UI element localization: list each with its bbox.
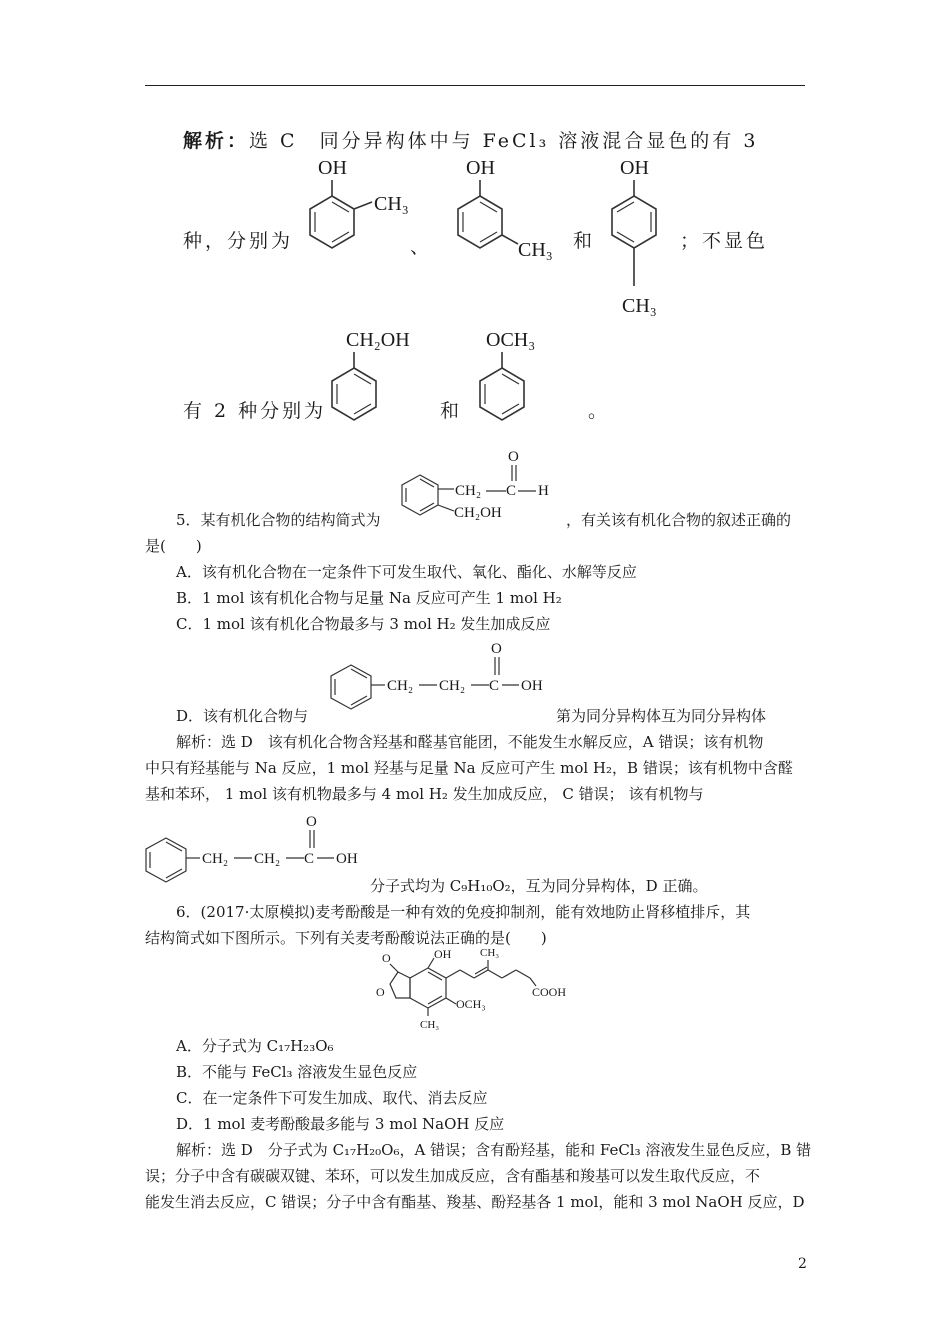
oh-label: OH <box>466 157 495 179</box>
q5-option-b: B．1 mol 该有机化合物与足量 Na 反应可产生 1 mol H₂ <box>176 589 562 607</box>
q5-analysis-line4: 分子式均为 C₉H₁₀O₂，互为同分异构体，D 正确。 <box>370 877 708 895</box>
ch2-label: CH₂ <box>254 851 281 867</box>
o-label: O <box>491 641 502 657</box>
q5-analysis-line3: 基和苯环， 1 mol 该有机物最多与 4 mol H₂ 发生加成反应， C 错误； 该有机物与 <box>145 785 704 803</box>
q4-line3-end: 。 <box>588 400 611 422</box>
oh-label: OH <box>434 947 452 961</box>
ch3-label: CH₃ <box>622 295 657 317</box>
q4-sep1: 、 <box>410 236 433 258</box>
analysis-prefix: 解析： <box>183 130 250 152</box>
analysis-text: 选 C 同分异构体中与 FeCl₃ 溶液混合显色的有 3 <box>249 130 759 152</box>
c-label: C <box>506 483 517 499</box>
q4-and1: 和 <box>573 230 596 252</box>
ch3-label: CH₃ <box>374 193 409 215</box>
q6-stem-line2: 结构简式如下图所示。下列有关麦考酚酸说法正确的是( ) <box>145 929 547 947</box>
c-label: C <box>304 851 315 867</box>
q4-line2-end: ；不显色 <box>680 230 769 252</box>
q6-option-d: D．1 mol 麦考酚酸最多能与 3 mol NaOH 反应 <box>176 1115 505 1133</box>
q5-analysis-line2: 中只有羟基能与 Na 反应，1 mol 羟基与足量 Na 反应可产生 mol H₂，B 错误；该有机物中含醛 <box>145 759 793 777</box>
ch2-label: CH₂ <box>455 483 482 499</box>
m-cresol-structure <box>422 150 562 270</box>
q5-analysis-line1: 解析：选 D 该有机化合物含羟基和醛基官能团，不能发生水解反应，A 错误；该有机物 <box>176 733 764 751</box>
ch2oh-label: CH₂OH <box>454 505 502 521</box>
ch2-label: CH₂ <box>439 678 466 694</box>
q5-analysis-structure <box>140 808 370 893</box>
q5-option-d-end: 第为同分异构体互为同分异构体 <box>556 707 767 725</box>
oh-label: OH <box>336 851 358 867</box>
q6-analysis-line1: 解析：选 D 分子式为 C₁₇H₂₀O₆，A 错误；含有酚羟基，能和 FeCl₃ 溶液发生显色反应，B 错 <box>176 1141 812 1159</box>
q5-stem-line2: 是( ) <box>145 537 202 555</box>
q6-analysis-line3: 能发生消去反应，C 错误；分子中含有酯基、羧基、酚羟基各 1 mol，能和 3 mol NaOH 反应，D <box>145 1193 805 1211</box>
mycophenolic-acid-structure <box>376 940 586 1030</box>
benzyl-alcohol-structure <box>320 322 440 442</box>
o-carbonyl-label: O <box>382 951 391 965</box>
q5-option-d-start: D．该有机化合物与 <box>176 707 309 725</box>
oh-label: OH <box>521 678 543 694</box>
ch2-label: CH₂ <box>202 851 229 867</box>
ch3-label: CH₃ <box>518 239 553 261</box>
q4-line3-start: 有 2 种分别为 <box>183 400 327 422</box>
q6-option-a: A．分子式为 C₁₇H₂₃O₆ <box>176 1037 334 1055</box>
ch2oh-label: CH₂OH <box>346 329 410 351</box>
q5-structure <box>398 445 568 525</box>
q5-stem-end: ，有关该有机化合物的叙述正确的 <box>566 511 792 529</box>
h-label: H <box>538 483 549 499</box>
och3-label: OCH₃ <box>486 329 536 351</box>
page-number: 2 <box>798 1256 807 1272</box>
q5-option-c: C．1 mol 该有机化合物最多与 3 mol H₂ 发生加成反应 <box>176 615 551 633</box>
q5-option-a: A．该有机化合物在一定条件下可发生取代、氧化、酯化、水解等反应 <box>176 563 637 581</box>
o-cresol-structure <box>290 150 410 270</box>
q6-analysis-line2: 误；分子中含有碳碳双键、苯环，可以发生加成反应，含有酯基和羧基可以发生取代反应，不 <box>145 1167 761 1185</box>
o-label: O <box>508 449 519 465</box>
q6-option-c: C．在一定条件下可发生加成、取代、消去反应 <box>176 1089 488 1107</box>
cooh-label: COOH <box>532 985 567 999</box>
q4-line2-start: 种，分别为 <box>183 230 294 252</box>
oh-label: OH <box>318 157 347 179</box>
q4-and2: 和 <box>440 400 463 422</box>
q6-stem-line1: 6．(2017·太原模拟)麦考酚酸是一种有效的免疫抑制剂，能有效地防止肾移植排斥，其 <box>176 903 751 921</box>
c-label: C <box>489 678 500 694</box>
ch3-label: CH₃ <box>480 947 500 959</box>
ch3-label: CH₃ <box>420 1019 440 1031</box>
p-cresol-structure <box>600 150 700 325</box>
oh-label: OH <box>620 157 649 179</box>
q4-analysis-line1 <box>183 126 758 153</box>
ch2-label: CH₂ <box>387 678 414 694</box>
q6-option-b: B．不能与 FeCl₃ 溶液发生显色反应 <box>176 1063 418 1081</box>
anisole-structure <box>468 322 588 442</box>
och3-label: OCH₃ <box>456 997 486 1011</box>
o-label: O <box>306 814 317 830</box>
o-ring-label: O <box>376 985 385 999</box>
header-rule <box>145 85 805 86</box>
q5-option-d-structure <box>325 635 555 720</box>
q5-stem-start: 5．某有机化合物的结构简式为 <box>176 511 381 529</box>
